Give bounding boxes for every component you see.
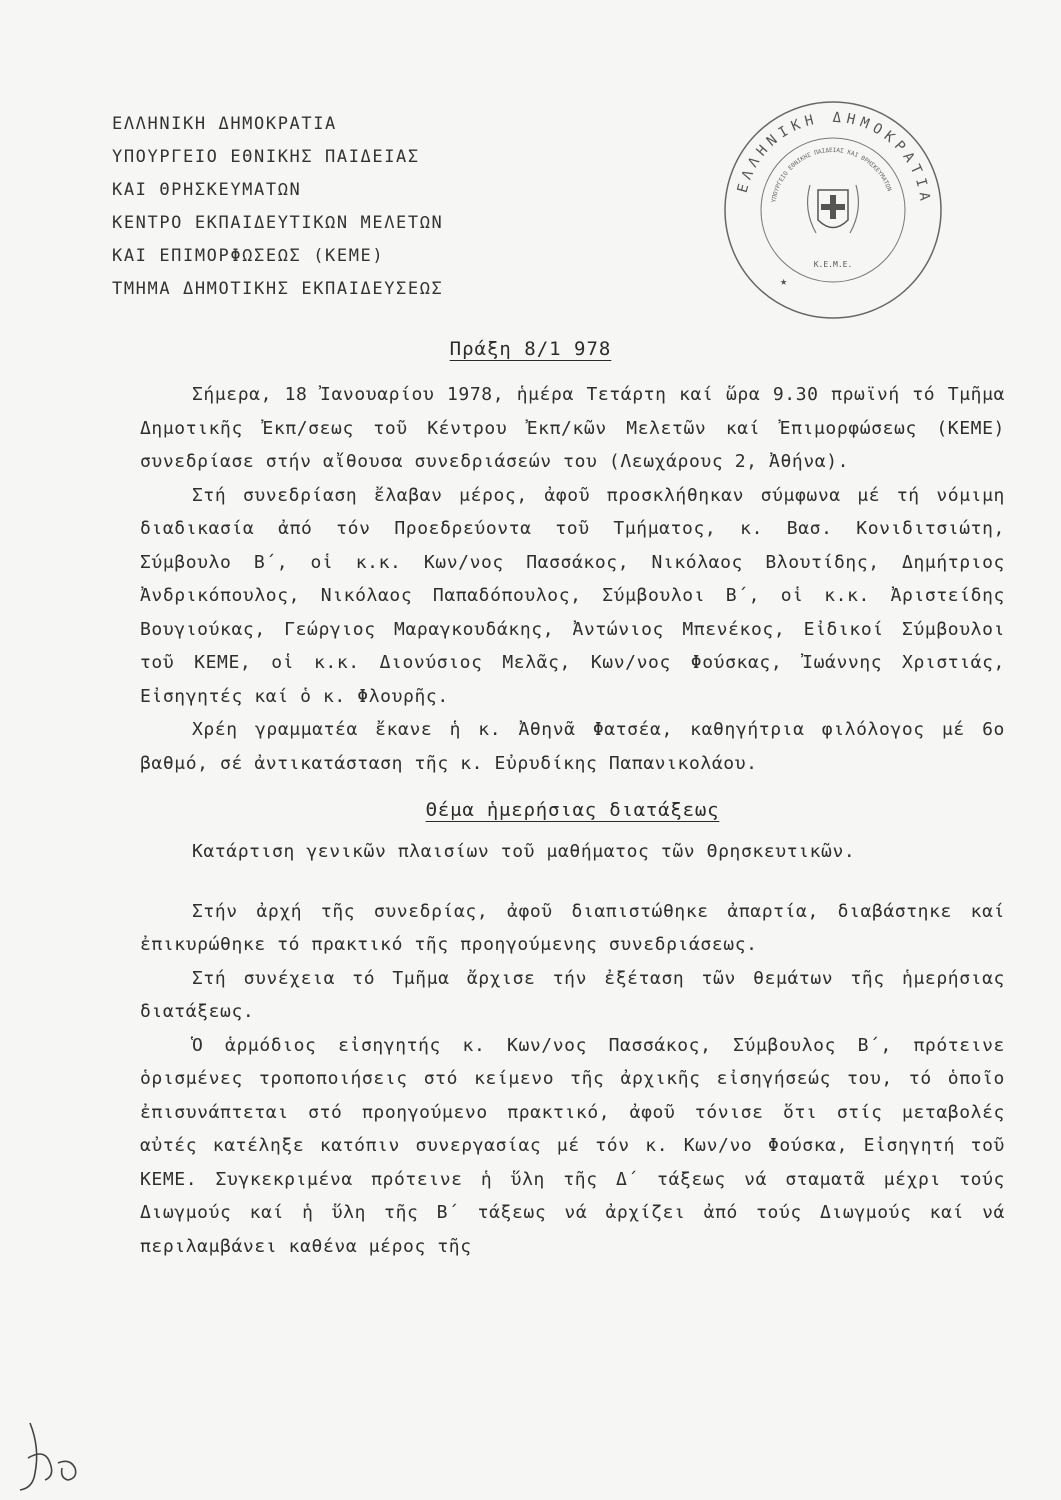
paragraph: Σήμερα, 18 Ἰανουαρίου 1978, ἡμέρα Τετάρτη καί ὥρα 9.30 πρωϊνή τό Τμῆμα Δημοτικῆς Ἐκπ/σεως τοῦ Κέντρου Ἐκπ/κῶν Μελετῶν καί Ἐπιμορφώσεως (ΚΕΜΕ) συνεδρίασε στήν αἴθουσα συνεδριάσεών του (Λεωχάρους 2, Ἀθήνα). [140, 384, 1005, 472]
letterhead-line: ΕΛΛΗΝΙΚΗ ΔΗΜΟΚΡΑΤΙΑ [112, 114, 337, 134]
letterhead-line: ΥΠΟΥΡΓΕΙΟ ΕΘΝΙΚΗΣ ΠΑΙΔΕΙΑΣ [112, 147, 420, 167]
topic-heading: Θέμα ἡμερήσιας διατάξεως [425, 799, 720, 821]
official-seal [718, 95, 948, 325]
coat-of-arms-icon [808, 185, 859, 233]
paragraph: Ὁ ἁρμόδιος εἰσηγητής κ. Κων/νος Πασσάκος, Σύμβουλος Β΄, πρότεινε ὁρισμένες τροποποιήσεις στό κείμενο τῆς ἀρχικῆς εἰσηγήσεώς του, τό ὁποῖο ἐπισυνάπτεται στό προηγούμενο πρακτικό, ἀφοῦ τόνισε ὅτι στίς μεταβολές αὐτές κατέληξε κατόπιν συνεργασίας μέ τόν κ. Κων/νο Φούσκα, Εἰσηγητή τοῦ ΚΕΜΕ. Συγκεκριμένα πρότεινε ἡ ὕλη τῆς Δ΄ τάξεως νά σταματᾶ μέχρι τούς Διωγμούς καί ἡ ὕλη τῆς Β΄ τάξεως νά ἀρχίζει ἀπό τούς Διωγμούς καί νά περιλαμβάνει καθένα μέρος τῆς [140, 1034, 1005, 1257]
seal-bottom-text: Κ.Ε.Μ.Ε. [813, 260, 853, 269]
paragraph: Στή συνέχεια τό Τμῆμα ἄρχισε τήν ἐξέταση τῶν θεμάτων τῆς ἡμερήσιας διατάξεως. [140, 967, 1005, 1022]
letterhead [112, 108, 443, 306]
document-body [140, 378, 1005, 1263]
letterhead-line: ΚΑΙ ΕΠΙΜΟΡΦΩΣΕΩΣ (ΚΕΜΕ) [112, 246, 385, 266]
act-title: Πράξη 8/1 978 [449, 338, 612, 360]
star-icon: ★ [780, 274, 788, 288]
seal-inner-text: ΥΠΟΥΡΓΕΙΟ ΕΘΝΙΚΗΣ ΠΑΙΔΕΙΑΣ ΚΑΙ ΘΡΗΣΚΕΥΜΑΤΩΝ [770, 146, 893, 204]
paragraph: Χρέη γραμματέα ἔκανε ἡ κ. Ἀθηνᾶ Φατσέα, καθηγήτρια φιλόλογος μέ 6ο βαθμό, σέ ἀντικατάσταση τῆς κ. Εὐρυδίκης Παπανικολάου. [140, 719, 1005, 774]
handwritten-initials [0, 1418, 90, 1498]
seal-outer-text: ΕΛΛΗΝΙΚΗ ΔΗΜΟΚΡΑΤΙΑ [734, 109, 934, 207]
paragraph: Στήν ἀρχή τῆς συνεδρίας, ἀφοῦ διαπιστώθηκε ἀπαρτία, διαβάστηκε καί ἐπικυρώθηκε τό πρακτικό τῆς προηγούμενης συνεδριάσεως. [140, 900, 1005, 955]
letterhead-line: ΤΜΗΜΑ ΔΗΜΟΤΙΚΗΣ ΕΚΠΑΙΔΕΥΣΕΩΣ [112, 279, 444, 299]
topic-text: Κατάρτιση γενικῶν πλαισίων τοῦ μαθήματος τῶν Θρησκευτικῶν. [192, 841, 856, 862]
paragraph: Στή συνεδρίαση ἔλαβαν μέρος, ἀφοῦ προσκλήθηκαν σύμφωνα μέ τή νόμιμη διαδικασία ἀπό τόν Προεδρεύοντα τοῦ Τμήματος, κ. Βασ. Κονιδιτσιώτη, Σύμβουλο Β΄, οἱ κ.κ. Κων/νος Πασσάκος, Νικόλαος Βλουτίδης, Δημήτριος Ἀνδρικόπουλος, Νικόλαος Παπαδόπουλος, Σύμβουλοι Β΄, οἱ κ.κ. Ἀριστείδης Βουγιούκας, Γεώργιος Μαραγκουδάκης, Ἀντώνιος Μπενέκος, Εἰδικοί Σύμβουλοι τοῦ ΚΕΜΕ, οἱ κ.κ. Διονύσιος Μελᾶς, Κων/νος Φούσκας, Ἰωάννης Χριστιάς, Εἰσηγητές καί ὁ κ. Φλουρῆς. [140, 484, 1005, 707]
letterhead-line: ΚΑΙ ΘΡΗΣΚΕΥΜΑΤΩΝ [112, 180, 302, 200]
letterhead-line: ΚΕΝΤΡΟ ΕΚΠΑΙΔΕΥΤΙΚΩΝ ΜΕΛΕΤΩΝ [112, 213, 444, 233]
